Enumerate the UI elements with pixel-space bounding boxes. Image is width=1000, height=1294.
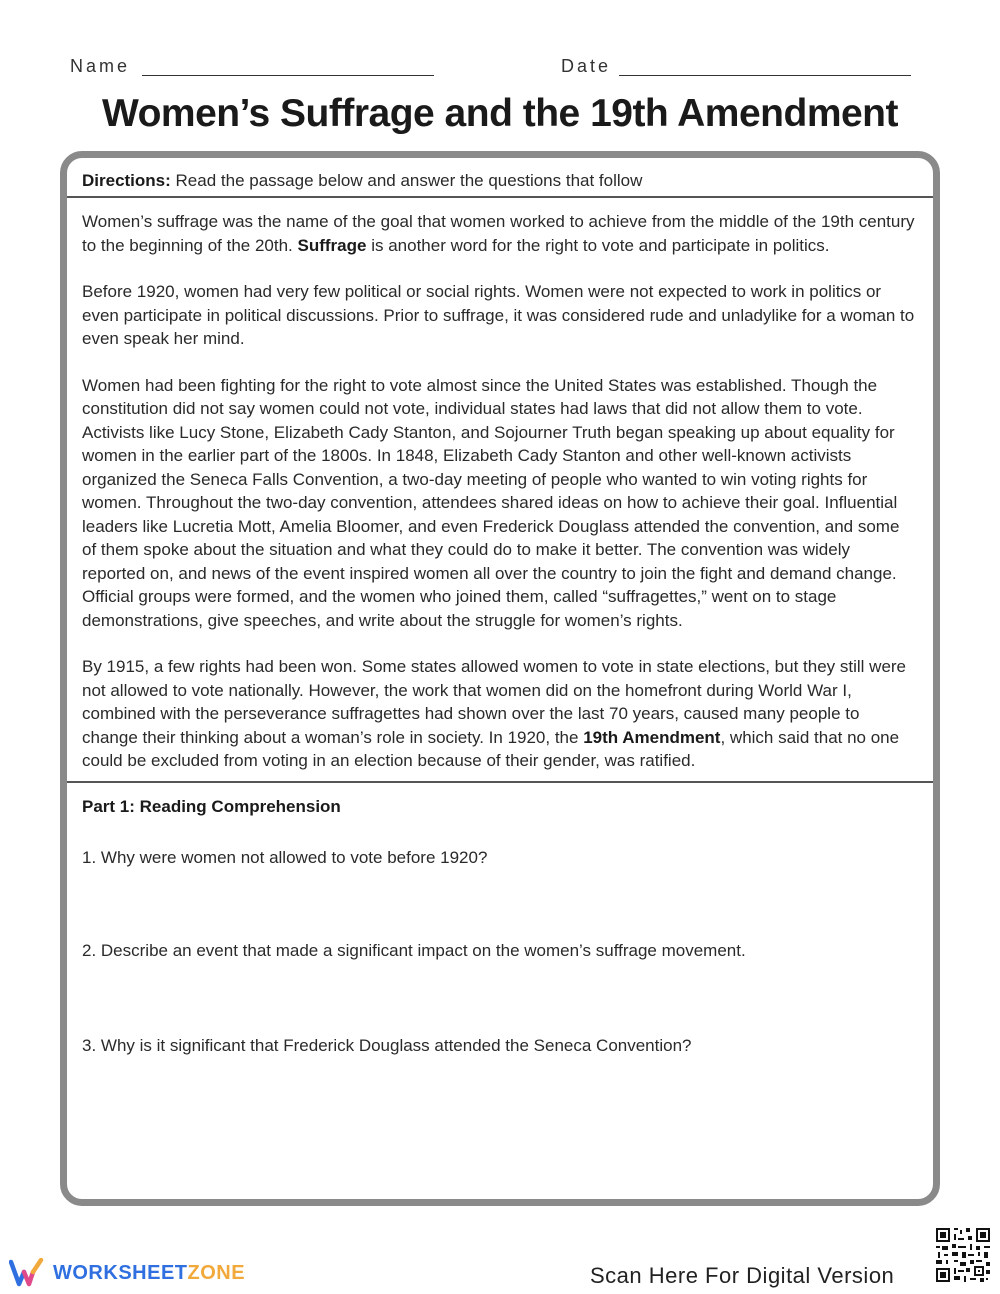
bold-term-19th-amendment: 19th Amendment — [583, 727, 721, 747]
passage-paragraph-4 — [82, 655, 918, 773]
logo-text — [53, 1262, 245, 1285]
directions-text: Read the passage below and answer the questions that follow — [175, 171, 643, 190]
worksheet-frame — [60, 151, 940, 1206]
directions-bar — [67, 158, 933, 198]
logo-word-worksheet: WORKSHEET — [53, 1261, 188, 1284]
worksheetzone-logo-icon — [9, 1258, 49, 1288]
name-label: Name — [70, 56, 131, 76]
passage-paragraph-2: Before 1920, women had very few political or social rights. Women were not expected to work in politics or even participate in political discussions. Prior to suffrage, it was considered rude and unladylike for a woman to even speak her mind. — [82, 282, 915, 348]
page-title: Women’s Suffrage and the 19th Amendment — [102, 92, 898, 135]
date-field[interactable] — [561, 56, 611, 77]
reading-passage — [67, 198, 933, 783]
question-2: 2. Describe an event that made a significant impact on the women’s suffrage movement. — [82, 940, 746, 960]
scan-digital-version-text: Scan Here For Digital Version — [590, 1263, 895, 1288]
passage-paragraph-3: Women had been fighting for the right to vote almost since the United States was established. Though the constitution did not say women could not vote, individual states had laws that did not allow them to vote. Activists like Lucy Stone, Elizabeth Cady Stanton, and Sojourner Truth began speaking up about equality for women in the earlier part of the 1800s. In 1848, Elizabeth Cady Stanton and other well-known activists organized the Seneca Falls Convention, a two-day meeting of people who wanted to win voting rights for women. Throughout the two-day convention, attendees shared ideas on how to achieve their goal. Influential leaders like Lucretia Mott, Amelia Bloomer, and even Frederick Douglass attended the convention, and some of them spoke about the situation and what they could do to make it better. The convention was widely reported on, and news of the event inspired women all over the country to join the fight and demand change. Official groups were formed, and the women who joined them, called “suffragettes,” went on to stage demonstrations, give speeches, and write about the struggle for women’s rights. — [82, 375, 900, 630]
passage-paragraph-1 — [82, 210, 918, 257]
name-field[interactable] — [70, 56, 130, 77]
date-line[interactable] — [619, 75, 911, 76]
bold-term-suffrage: Suffrage — [297, 235, 367, 255]
passage-text: By 1915, a few rights had been won. Some states allowed women to vote in state elections, but they still were not allowed to vote nationally. However, the work that women did on the homefront during World War I, combined with the perseverance suffragettes had shown over the last 70 years, caused many people to change their thinking about a woman’s role in society. In 1920, the — [82, 657, 907, 747]
logo-word-zone: ZONE — [187, 1261, 246, 1284]
part-1-title: Part 1: Reading Comprehension — [82, 796, 341, 816]
directions-label: Directions: — [82, 171, 171, 190]
passage-text: is another word for the right to vote and participate in politics. — [366, 235, 830, 255]
qr-code-icon[interactable] — [934, 1226, 992, 1284]
passage-text: Women’s suffrage was the name of the goal that women worked to achieve from the middle of the 19th century to the beginning of the 20th. — [82, 212, 915, 255]
name-line[interactable] — [142, 75, 434, 76]
part-1-section — [67, 783, 933, 1057]
question-3: 3. Why is it significant that Frederick Douglass attended the Seneca Convention? — [82, 1035, 692, 1055]
date-label: Date — [561, 56, 612, 76]
question-1: 1. Why were women not allowed to vote before 1920? — [82, 847, 488, 867]
passage-text: , which said that no one could be excluded from voting in an election because of their gender, was ratified. — [82, 727, 900, 770]
worksheetzone-logo[interactable] — [9, 1258, 245, 1288]
